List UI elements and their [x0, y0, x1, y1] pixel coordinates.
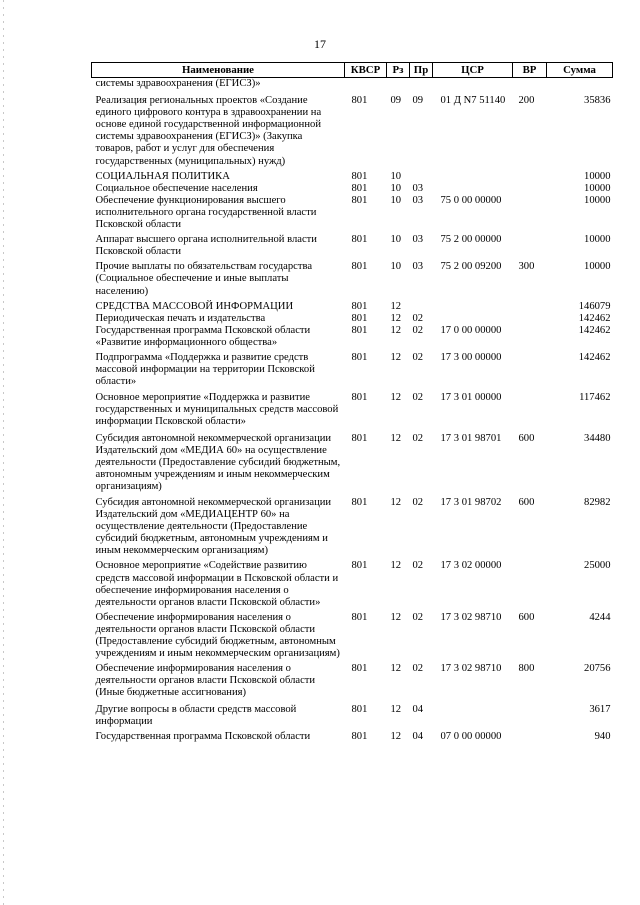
- cell-kvsr: 801: [351, 663, 368, 675]
- cell-pr: 09: [412, 95, 424, 107]
- cell-rz: 12: [390, 703, 402, 715]
- cell-vr: [513, 557, 547, 608]
- cell-name: Аппарат высшего органа исполнительной власти Псковской области: [95, 234, 317, 258]
- cell-rz: 09: [390, 95, 402, 107]
- cell-vr: [513, 728, 547, 743]
- cell-kvsr: 801: [351, 194, 368, 206]
- page-number: 17: [314, 37, 326, 51]
- cell-kvsr: 801: [351, 611, 368, 623]
- cell-csr: 75 0 00 00000: [440, 194, 502, 206]
- cell-csr: 75 2 00 09200: [440, 261, 502, 273]
- cell-kvsr: 801: [351, 170, 368, 182]
- cell-sum: 25000: [584, 560, 611, 572]
- cell-pr: 02: [412, 497, 424, 508]
- table-row: [92, 700, 613, 728]
- header-kvsr: КВСР: [345, 63, 387, 78]
- cell-name: Периодическая печать и издательства: [95, 312, 266, 324]
- cell-sum: 940: [594, 730, 611, 742]
- table-row: [92, 493, 613, 557]
- cell-kvsr: 801: [351, 300, 368, 312]
- cell-pr: [410, 78, 433, 91]
- cell-pr: 03: [412, 261, 424, 273]
- cell-rz: 12: [390, 663, 402, 675]
- cell-csr: 17 3 02 98710: [440, 663, 502, 675]
- cell-vr: [513, 195, 547, 231]
- cell-vr: [513, 313, 547, 325]
- cell-name: Обеспечение информирования населения о деятельности органов власти Псковской области (Предоставление субсидий бюджетным, автономным учреждениям и иным некоммерческим организациям): [95, 611, 340, 660]
- cell-name: Прочие выплаты по обязательствам государства (Социальное обеспечение и иные выплаты населению): [95, 261, 313, 297]
- cell-sum: 142462: [578, 324, 611, 336]
- cell-csr: 17 3 00 00000: [440, 351, 502, 363]
- cell-name: Основное мероприятие «Поддержка и развитие государственных и муниципальных средств массовой информации Псковской области»: [95, 392, 339, 428]
- cell-rz: 12: [390, 497, 402, 508]
- cell-name: Субсидия автономной некоммерческой организации Издательский дом «МЕДИА 60» на осуществление деятельности (Предоставление субсидий бюджетным, автономным учреждениям и иным некоммерческим организациям): [95, 432, 341, 492]
- cell-rz: 12: [390, 392, 402, 404]
- cell-rz: 12: [390, 611, 402, 623]
- cell-csr: [433, 168, 513, 183]
- cell-sum: 10000: [584, 194, 611, 206]
- cell-name: Подпрограмма «Поддержка и развитие средств массовой информации на территории Псковской области»: [95, 351, 315, 388]
- table-row: [92, 168, 613, 183]
- cell-pr: [410, 298, 433, 313]
- cell-kvsr: [345, 78, 387, 91]
- cell-vr: 800: [518, 663, 535, 675]
- cell-pr: 02: [412, 312, 424, 324]
- cell-vr: [513, 231, 547, 258]
- budget-table: [91, 62, 613, 743]
- header-pr: Пр: [410, 63, 433, 78]
- cell-name: Государственная программа Псковской области «Развитие информационного общества»: [95, 324, 311, 348]
- cell-kvsr: 801: [351, 392, 368, 404]
- cell-kvsr: 801: [351, 351, 368, 363]
- cell-sum: 3617: [589, 703, 611, 715]
- table-row: [92, 609, 613, 660]
- cell-sum: 142462: [578, 312, 611, 324]
- header-name: Наименование: [92, 63, 345, 78]
- cell-vr: [513, 78, 547, 91]
- cell-sum: 10000: [584, 182, 611, 194]
- header-csr: ЦСР: [433, 63, 513, 78]
- cell-vr: 600: [518, 497, 535, 508]
- cell-pr: 02: [412, 324, 424, 336]
- cell-kvsr: 801: [351, 703, 368, 715]
- cell-vr: 300: [518, 261, 535, 273]
- cell-csr: 17 3 02 00000: [440, 560, 502, 572]
- cell-pr: 02: [412, 351, 424, 363]
- cell-kvsr: 801: [351, 261, 368, 273]
- cell-csr: [433, 313, 513, 325]
- table-row: [92, 78, 613, 91]
- cell-pr: 02: [412, 560, 424, 572]
- table-row: [92, 349, 613, 388]
- cell-vr: 200: [518, 95, 535, 107]
- table-row: [92, 557, 613, 608]
- cell-vr: [513, 325, 547, 349]
- cell-pr: 04: [412, 703, 424, 715]
- cell-vr: [513, 700, 547, 728]
- cell-csr: [433, 298, 513, 313]
- cell-name: Государственная программа Псковской области: [95, 730, 311, 742]
- cell-name: СРЕДСТВА МАССОВОЙ ИНФОРМАЦИИ: [95, 300, 294, 312]
- table-row: [92, 258, 613, 297]
- cell-rz: 12: [390, 432, 402, 444]
- cell-kvsr: 801: [351, 95, 368, 107]
- cell-name: Социальное обеспечение населения: [95, 182, 258, 194]
- cell-csr: 17 3 01 00000: [440, 392, 502, 404]
- cell-kvsr: 801: [351, 312, 368, 324]
- cell-name: СОЦИАЛЬНАЯ ПОЛИТИКА: [95, 170, 230, 182]
- table-row: [92, 231, 613, 258]
- cell-rz: 10: [390, 234, 402, 246]
- cell-pr: 03: [412, 182, 424, 194]
- cell-vr: 600: [518, 611, 535, 623]
- cell-sum: 34480: [584, 432, 611, 444]
- table-row: [92, 90, 613, 168]
- cell-csr: 17 3 01 98702: [440, 497, 502, 508]
- cell-pr: 03: [412, 234, 424, 246]
- table-row: [92, 298, 613, 313]
- cell-pr: 04: [412, 730, 424, 742]
- cell-kvsr: 801: [351, 560, 368, 572]
- cell-pr: 03: [412, 194, 424, 206]
- cell-pr: 02: [412, 663, 424, 675]
- cell-csr: 75 2 00 00000: [440, 234, 502, 246]
- cell-sum: 20756: [584, 663, 611, 675]
- cell-vr: [513, 183, 547, 195]
- cell-kvsr: 801: [351, 182, 368, 194]
- cell-name: Субсидия автономной некоммерческой организации Издательский дом «МЕДИАЦЕНТР 60» на осуществление деятельности (Предоставление субсидий бюджетным, автономным учреждениям и иным некоммерческим организациям): [95, 497, 332, 557]
- cell-sum: 4244: [589, 611, 611, 623]
- cell-pr: [410, 168, 433, 183]
- cell-rz: 12: [390, 312, 402, 324]
- cell-csr: 17 0 00 00000: [440, 324, 502, 336]
- cell-csr: [433, 700, 513, 728]
- cell-csr: 17 3 01 98701: [440, 432, 502, 444]
- cell-sum: 10000: [584, 170, 611, 182]
- table-row: [92, 388, 613, 428]
- cell-kvsr: 801: [351, 234, 368, 246]
- cell-pr: 02: [412, 611, 424, 623]
- cell-vr: [513, 349, 547, 388]
- cell-name: Другие вопросы в области средств массовой информации: [95, 703, 297, 727]
- cell-kvsr: 801: [351, 324, 368, 336]
- table-header-row: [92, 63, 613, 78]
- cell-sum: 35836: [584, 95, 611, 107]
- cell-csr: 17 3 02 98710: [440, 611, 502, 623]
- table-row: [92, 429, 613, 493]
- table-row: [92, 183, 613, 195]
- table-row: [92, 325, 613, 349]
- cell-name: Обеспечение информирования населения о деятельности органов власти Псковской области (Иные бюджетные ассигнования): [95, 663, 316, 699]
- cell-sum: 10000: [584, 261, 611, 273]
- cell-csr: 07 0 00 00000: [440, 730, 502, 742]
- cell-sum: 10000: [584, 234, 611, 246]
- cell-vr: [513, 298, 547, 313]
- cell-sum: 146079: [578, 300, 611, 312]
- cell-rz: 12: [390, 324, 402, 336]
- cell-kvsr: 801: [351, 432, 368, 444]
- table-row: [92, 728, 613, 743]
- table-row: [92, 313, 613, 325]
- cell-name: Реализация региональных проектов «Создание единого цифрового контура в здравоохранении на основе единой государственной информационной системы здравоохранения (ЕГИСЗ)» (Закупка товаров, работ и услуг для обеспечения государственных (муниципальных) нужд): [95, 95, 322, 167]
- cell-rz: 12: [390, 560, 402, 572]
- cell-pr: 02: [412, 392, 424, 404]
- cell-rz: 10: [390, 261, 402, 273]
- cell-rz: 12: [390, 300, 402, 312]
- cell-rz: 12: [390, 730, 402, 742]
- cell-name: Основное мероприятие «Содействие развитию средств массовой информации в Псковской области и обеспечение информирования населения о деятельности органов власти Псковской области»: [95, 560, 339, 608]
- cell-rz: 10: [390, 170, 402, 182]
- cell-csr: 01 Д N7 51140: [440, 95, 506, 107]
- cell-rz: 10: [390, 182, 402, 194]
- cell-kvsr: 801: [351, 497, 368, 508]
- cell-pr: 02: [412, 432, 424, 444]
- cell-kvsr: 801: [351, 730, 368, 742]
- cell-sum: 117462: [579, 392, 611, 404]
- table-row: [92, 195, 613, 231]
- header-rz: Рз: [387, 63, 410, 78]
- cell-vr: 600: [518, 432, 535, 444]
- cell-sum: 82982: [584, 497, 611, 508]
- cell-sum: [547, 78, 613, 91]
- header-sum: Сумма: [547, 63, 613, 78]
- cell-rz: 10: [390, 194, 402, 206]
- cell-vr: [513, 388, 547, 428]
- cell-vr: [513, 168, 547, 183]
- cell-rz: 12: [390, 351, 402, 363]
- cell-csr: [433, 78, 513, 91]
- cell-csr: [433, 183, 513, 195]
- header-vr: ВР: [513, 63, 547, 78]
- cell-sum: 142462: [578, 351, 611, 363]
- cell-name: системы здравоохранения (ЕГИСЗ)»: [95, 78, 261, 89]
- scan-margin-dots: [3, 0, 4, 905]
- table-row: [92, 660, 613, 699]
- cell-name: Обеспечение функционирования высшего исполнительного органа государственной власти Псковской области: [95, 194, 317, 231]
- cell-rz: [387, 78, 410, 91]
